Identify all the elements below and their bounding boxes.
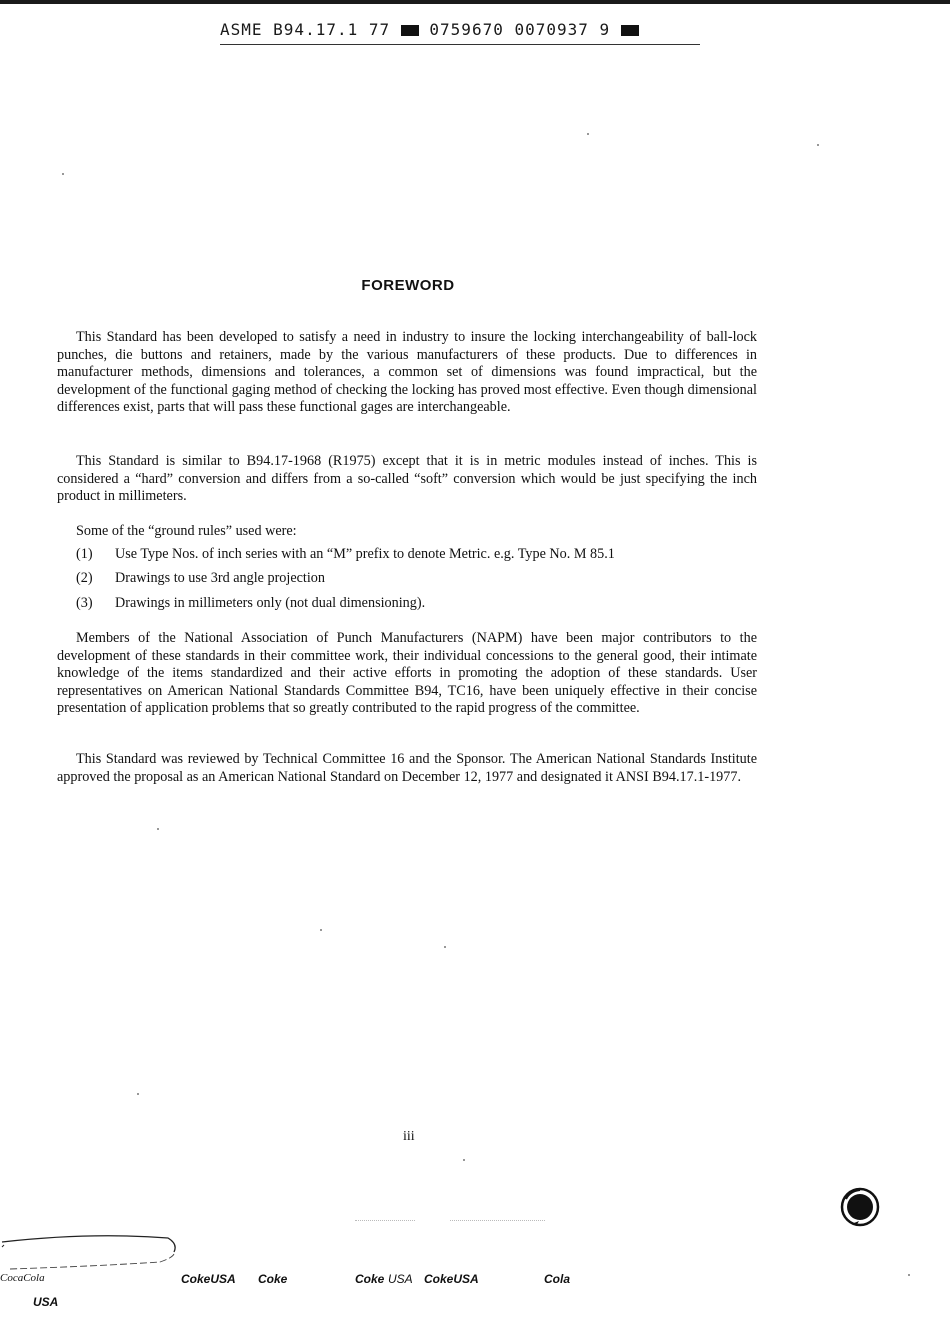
scan-dotted-mark xyxy=(355,1220,415,1222)
list-item xyxy=(76,595,425,613)
list-item xyxy=(76,546,615,564)
scan-speck xyxy=(587,133,589,135)
header-black-block-icon xyxy=(401,25,419,36)
list-item-number: (1) xyxy=(76,546,93,562)
scan-speck xyxy=(444,946,446,948)
footer-coke-logo: Coke xyxy=(258,1272,288,1286)
list-item-number: (3) xyxy=(76,595,93,611)
paragraph-napm: Members of the National Association of Punch Manufacturers (NAPM) have been major contributors to the development of these standards in their committee work, their individual concessions to the general good, their intimate knowledge of the items standardized and their active efforts in promoting the adoption of these standards. User representatives on American National Standards Committee B94, TC16, have been uniquely effective in their concise presentation of application problems that so greatly contributed to the rapid progress of the committee. xyxy=(57,630,757,717)
scan-speck xyxy=(463,1159,465,1161)
footer-coca-cola-script: CocaCola xyxy=(0,1272,45,1284)
header-code-left: ASME B94.17.1 77 xyxy=(220,20,391,39)
page-number: iii xyxy=(403,1129,415,1144)
list-item xyxy=(76,570,325,588)
list-item-text: Drawings to use 3rd angle projection xyxy=(115,570,325,586)
coke-swoosh-icon xyxy=(0,1228,190,1272)
list-item-number: (2) xyxy=(76,570,93,586)
footer-usa-logo: USA xyxy=(388,1272,413,1286)
punch-hole-icon xyxy=(838,1185,882,1229)
header-code-right: 0759670 0070937 9 xyxy=(429,20,611,39)
footer-usa-logo: USA xyxy=(33,1295,59,1309)
page-title: FOREWORD xyxy=(361,277,455,294)
footer-coke-usa-logo: CokeUSA xyxy=(181,1272,236,1286)
document-header-code xyxy=(220,20,700,45)
scan-speck xyxy=(320,929,322,931)
top-border-rule xyxy=(0,0,950,4)
scan-speck xyxy=(157,828,159,830)
scan-speck xyxy=(137,1093,139,1095)
header-black-block-icon xyxy=(621,25,639,36)
paragraph-ground-rules-intro: Some of the “ground rules” used were: xyxy=(76,523,297,539)
scan-speck xyxy=(908,1274,910,1276)
paragraph-approval: This Standard was reviewed by Technical Committee 16 and the Sponsor. The American National Standards Institute approved the proposal as an American National Standard on December 12, 1977 and designated it ANSI B94.17.1-1977. xyxy=(57,751,757,785)
list-item-text: Drawings in millimeters only (not dual dimensioning). xyxy=(115,595,426,611)
scan-speck xyxy=(62,173,64,175)
footer-cola-logo: Cola xyxy=(544,1272,571,1286)
paragraph-conversion: This Standard is similar to B94.17-1968 (R1975) except that it is in metric modules instead of inches. This is considered a “hard” conversion and differs from a so-called “soft” conversion which would be just specifying the inch product in millimeters. xyxy=(57,453,757,505)
footer-coke-usa-logo: CokeUSA xyxy=(424,1272,479,1286)
footer-coke-logo: Coke xyxy=(355,1272,385,1286)
scan-dotted-mark xyxy=(450,1220,545,1222)
paragraph-purpose: This Standard has been developed to satisfy a need in industry to insure the locking interchangeability of ball-lock punches, die buttons and retainers, made by the various manufacturers of these products. Due to differences in manufacturer methods, dimensions and tolerances, a common set of dimensions was found impractical, but the development of the functional gaging method of checking the locking has proved most effective. Even though dimensional differences exist, parts that will pass these functional gages are interchangeable. xyxy=(57,329,757,416)
list-item-text: Use Type Nos. of inch series with an “M” prefix to denote Metric. e.g. Type No. M 85.1 xyxy=(115,546,615,562)
scan-speck xyxy=(817,144,819,146)
